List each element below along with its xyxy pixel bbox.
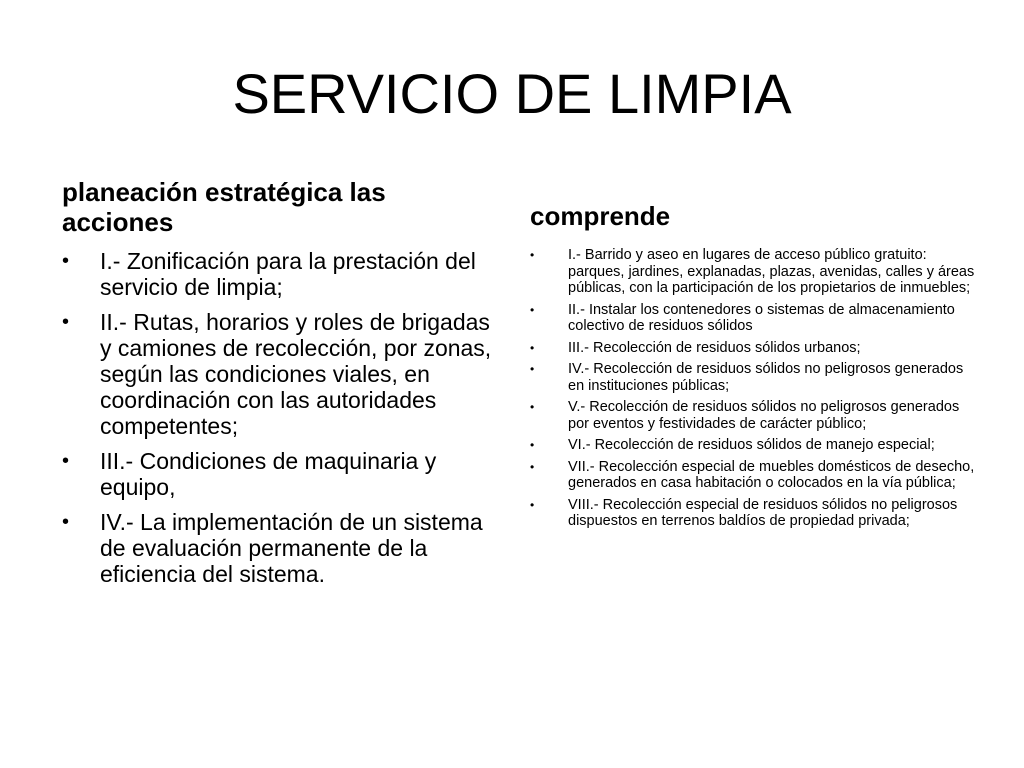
bullet-icon: • [530,248,535,262]
list-item-text: IV.- Recolección de residuos sólidos no peligrosos generados en instituciones públicas; [568,361,964,394]
list-item [62,509,502,587]
list-item-text: I.- Barrido y aseo en lugares de acceso público gratuito: parques, jardines, explanadas, plazas, avenidas, calles y áreas públicas, con la participación de los propietarios de inmuebles; [568,247,975,296]
list-item-text: VI.- Recolección de residuos sólidos de manejo especial; [568,437,935,453]
bullet-icon: • [62,450,70,472]
list-item [530,399,980,432]
bullet-icon: • [530,362,535,376]
list-item-text: III.- Condiciones de maquinaria y equipo, [100,448,437,500]
list-item [62,309,502,439]
list-item-text: VII.- Recolección especial de muebles domésticos de desecho, generados en casa habitación o colocados en la vía pública; [568,458,975,491]
list-item [530,247,980,297]
left-column-heading: planeación estratégica las acciones [62,177,386,237]
bullet-icon: • [530,400,535,414]
list-item-text: I.- Zonificación para la prestación del servicio de limpia; [100,248,476,300]
list-item-text: VIII.- Recolección especial de residuos sólidos no peligrosos dispuestos en terrenos baldíos de propiedad privada; [568,496,958,529]
list-item [530,361,980,394]
slide-title: SERVICIO DE LIMPIA [232,62,792,125]
list-item-text: III.- Recolección de residuos sólidos urbanos; [568,339,861,356]
bullet-icon: • [530,438,535,452]
bullet-icon: • [62,511,70,533]
list-item-text: II.- Rutas, horarios y roles de brigadas y camiones de recolección, por zonas, según las condiciones viales, en coordinación con las autoridades competentes; [100,309,492,439]
list-item [530,302,980,335]
bullet-icon: • [62,311,70,333]
bullet-icon: • [530,302,535,317]
list-item [62,248,502,300]
list-item [530,340,980,357]
list-item [530,459,980,492]
bullet-icon: • [62,250,70,272]
list-item [62,448,502,500]
list-item [530,437,980,454]
right-column-heading: comprende [530,201,671,231]
list-item-text: II.- Instalar los contenedores o sistemas de almacenamiento colectivo de residuos sólidos [568,301,955,334]
list-item-text: IV.- La implementación de un sistema de evaluación permanente de la eficiencia del sistema. [100,509,483,587]
bullet-icon: • [530,497,535,512]
bullet-icon: • [530,340,535,355]
left-bullet-list [62,248,502,596]
bullet-icon: • [530,459,535,474]
right-bullet-list [530,247,980,535]
list-item [530,497,980,530]
list-item-text: V.- Recolección de residuos sólidos no peligrosos generados por eventos y festividades de carácter público; [568,399,960,432]
